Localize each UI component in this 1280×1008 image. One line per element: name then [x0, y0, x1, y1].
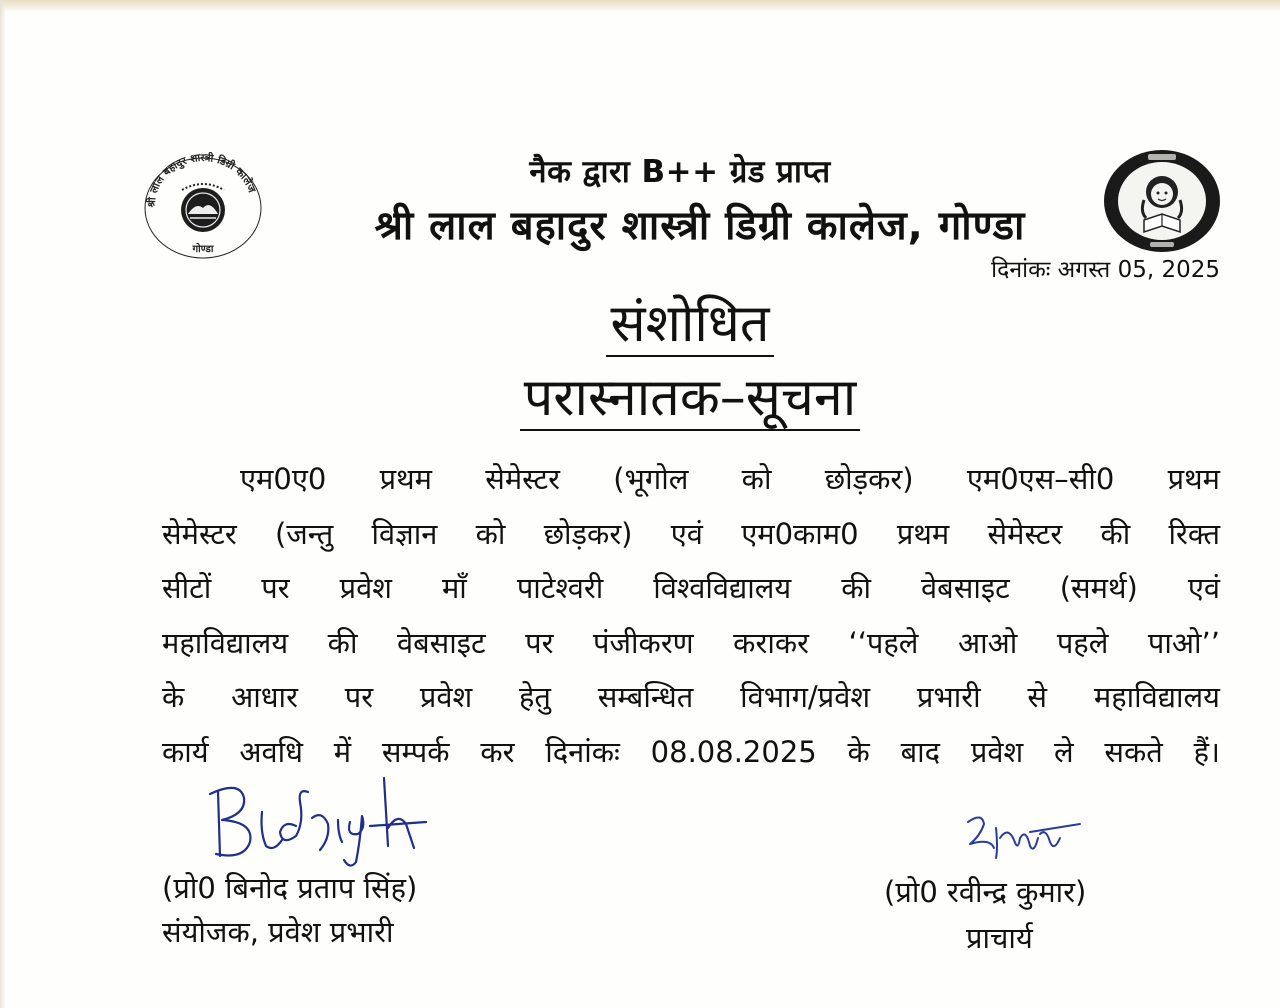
paper-edge-left: [0, 0, 6, 1008]
college-name: श्री लाल बहादुर शास्त्री डिग्री कालेज, गोण्डा: [374, 203, 1026, 249]
body-line: महाविद्यालय की वेबसाइट पर पंजीकरण कराकर ‘‘पहले आओ पहले पाओ’’: [162, 625, 1220, 660]
accreditation-line: नैक द्वारा B++ ग्रेड प्राप्त: [529, 154, 831, 190]
notice-body: [162, 452, 1220, 779]
signature-principal: [960, 808, 1090, 872]
notice-title-revised: [440, 294, 940, 357]
signature-convenor: [200, 772, 440, 872]
paper-edge-top: [0, 0, 1280, 12]
seal-arc-text: श्री लाल बहादुर शास्त्री डिग्री कालेज: [145, 152, 258, 208]
title-line-2: परास्नातक–सूचना: [520, 370, 861, 431]
body-line: सीटों पर प्रवेश माँ पाटेश्वरी विश्वविद्यालय की वेबसाइट (समर्थ) एवं: [162, 571, 1220, 605]
college-seal-logo: [138, 152, 268, 260]
body-line: कार्य अवधि में सम्पर्क कर दिनांकः 08.08.2025 के बाद प्रवेश ले सकते हैं।: [162, 734, 1220, 769]
body-line: सेमेस्टर (जन्तु विज्ञान को छोड़कर) एवं एम0काम0 प्रथम सेमेस्टर की रिक्त: [162, 516, 1220, 551]
notice-title-main: [380, 368, 1000, 431]
girl-education-emblem: [1100, 148, 1224, 254]
body-line: एम0ए0 प्रथम सेमेस्टर (भूगोल को छोड़कर) एम0एस–सी0 प्रथम: [240, 462, 1220, 496]
title-line-1: संशोधित: [606, 296, 773, 357]
convenor-designation: संयोजक, प्रवेश प्रभारी: [162, 915, 394, 949]
principal-designation: प्राचार्य: [966, 921, 1033, 955]
body-line: के आधार पर प्रवेश हेतु सम्बन्धित विभाग/प्रवेश प्रभारी से महाविद्यालय: [162, 680, 1220, 714]
convenor-name: (प्रो0 बिनोद प्रताप सिंह): [162, 871, 418, 905]
principal-name: (प्रो0 रवीन्द्र कुमार): [884, 875, 1087, 909]
notice-date: दिनांकः अगस्त 05, 2025: [991, 257, 1220, 283]
seal-bottom-text: गोण्डा: [192, 244, 214, 255]
